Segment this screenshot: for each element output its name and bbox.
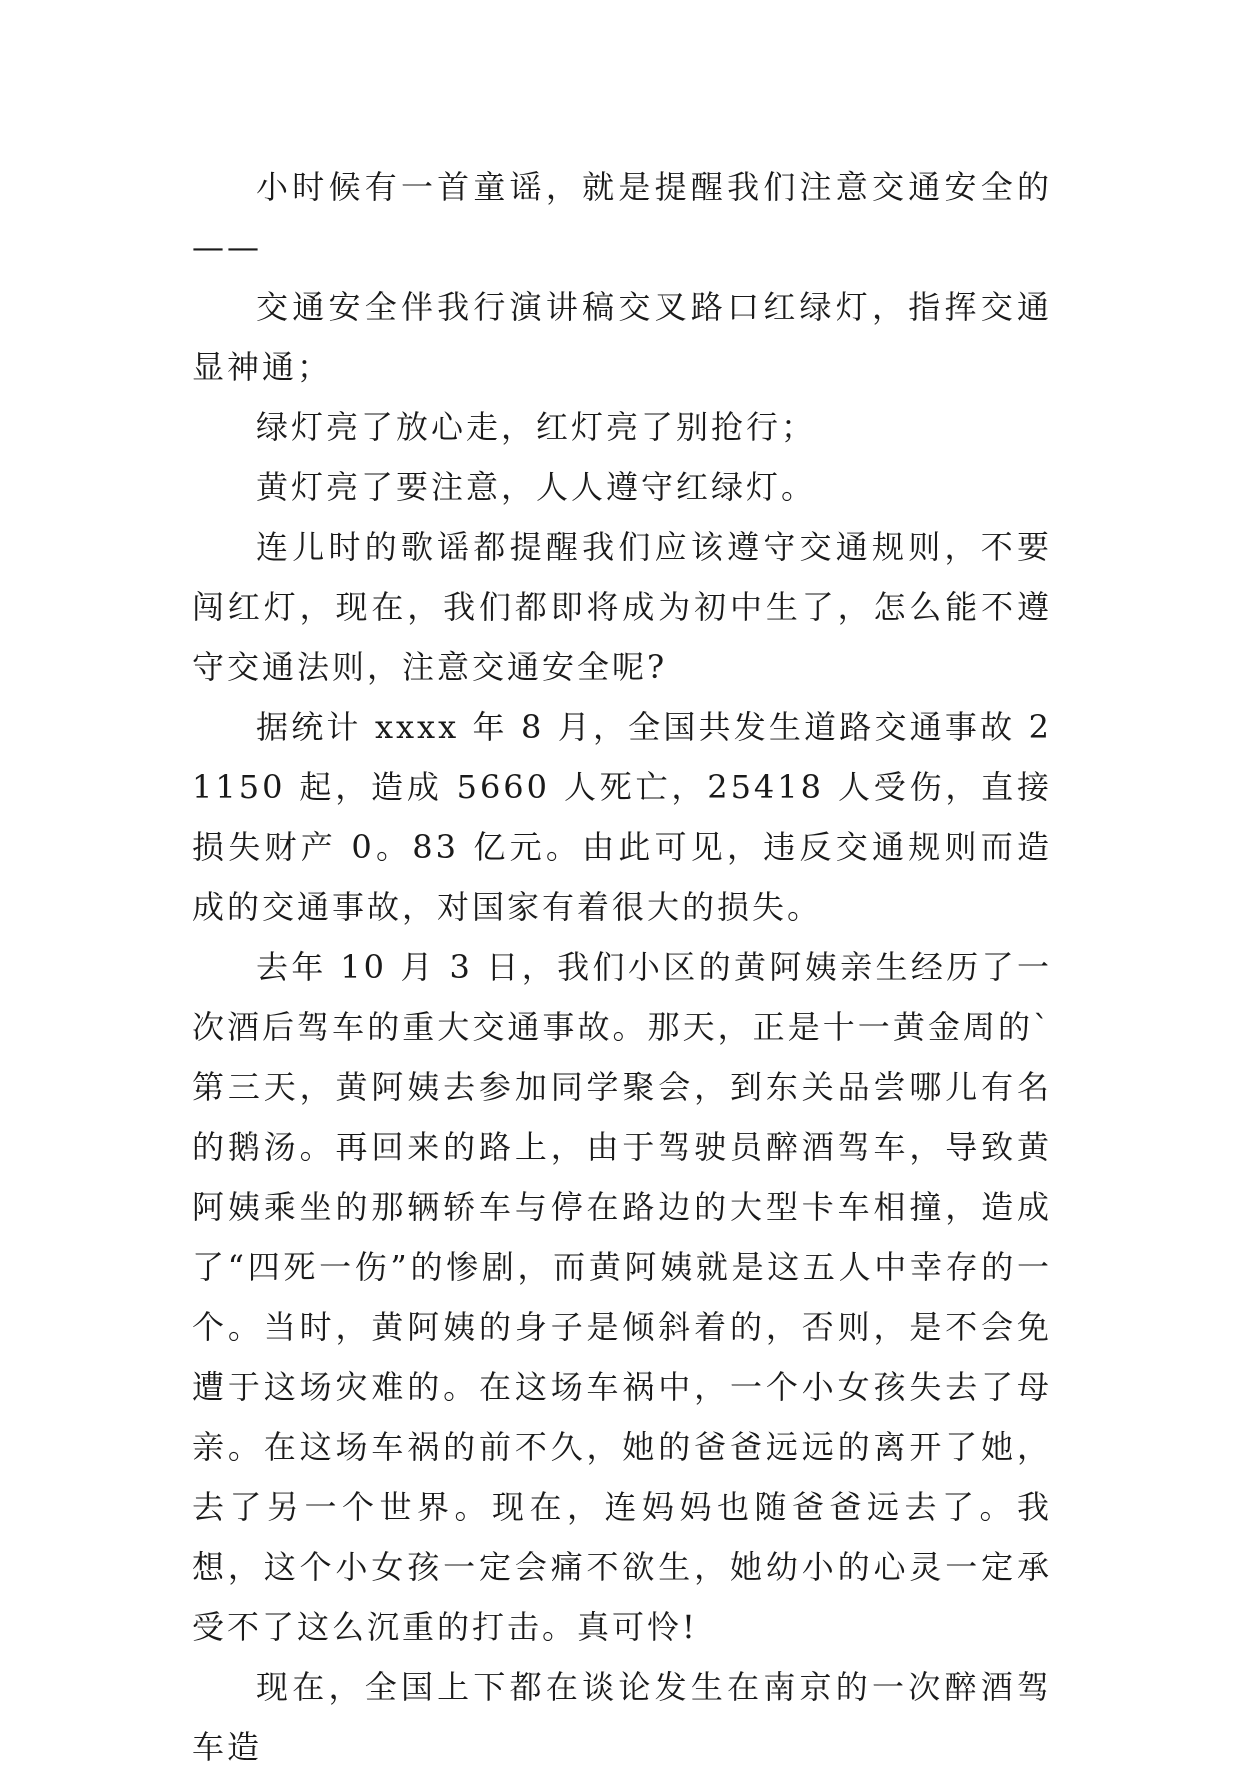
paragraph-4: 黄灯亮了要注意，人人遵守红绿灯。	[256, 468, 817, 506]
paragraph-8: 现在，全国上下都在谈论发生在南京的一次醉酒驾车造	[192, 1668, 1052, 1766]
paragraph-6: 据统计 xxxx 年 8 月，全国共发生道路交通事故 21150 起，造成 5660 人死亡，25418 人受伤，直接损失财产 0。83 亿元。由此可见，违反交通规则而造成的交通事故，对国家有着很大的损失。	[192, 708, 1052, 926]
paragraph-5: 连儿时的歌谣都提醒我们应该遵守交通规则，不要闯红灯，现在，我们都即将成为初中生了，怎么能不遵守交通法则，注意交通安全呢?	[192, 528, 1052, 686]
paragraph-1: 小时候有一首童谣，就是提醒我们注意交通安全的——	[192, 168, 1052, 266]
paragraph-2: 交通安全伴我行演讲稿交叉路口红绿灯，指挥交通显神通；	[192, 288, 1052, 386]
paragraph-3: 绿灯亮了放心走，红灯亮了别抢行；	[256, 408, 817, 446]
document-body	[192, 157, 1052, 1777]
paragraph-7: 去年 10 月 3 日，我们小区的黄阿姨亲生经历了一次酒后驾车的重大交通事故。那天，正是十一黄金周的`第三天，黄阿姨去参加同学聚会，到东关品尝哪儿有名的鹅汤。再回来的路上，由于驾驶员醉酒驾车，导致黄阿姨乘坐的那辆轿车与停在路边的大型卡车相撞，造成了“四死一伤”的惨剧，而黄阿姨就是这五人中幸存的一个。当时，黄阿姨的身子是倾斜着的，否则，是不会免遭于这场灾难的。在这场车祸中，一个小女孩失去了母亲。在这场车祸的前不久，她的爸爸远远的离开了她，去了另一个世界。现在，连妈妈也随爸爸远去了。我想，这个小女孩一定会痛不欲生，她幼小的心灵一定承受不了这么沉重的打击。真可怜!	[192, 948, 1052, 1646]
